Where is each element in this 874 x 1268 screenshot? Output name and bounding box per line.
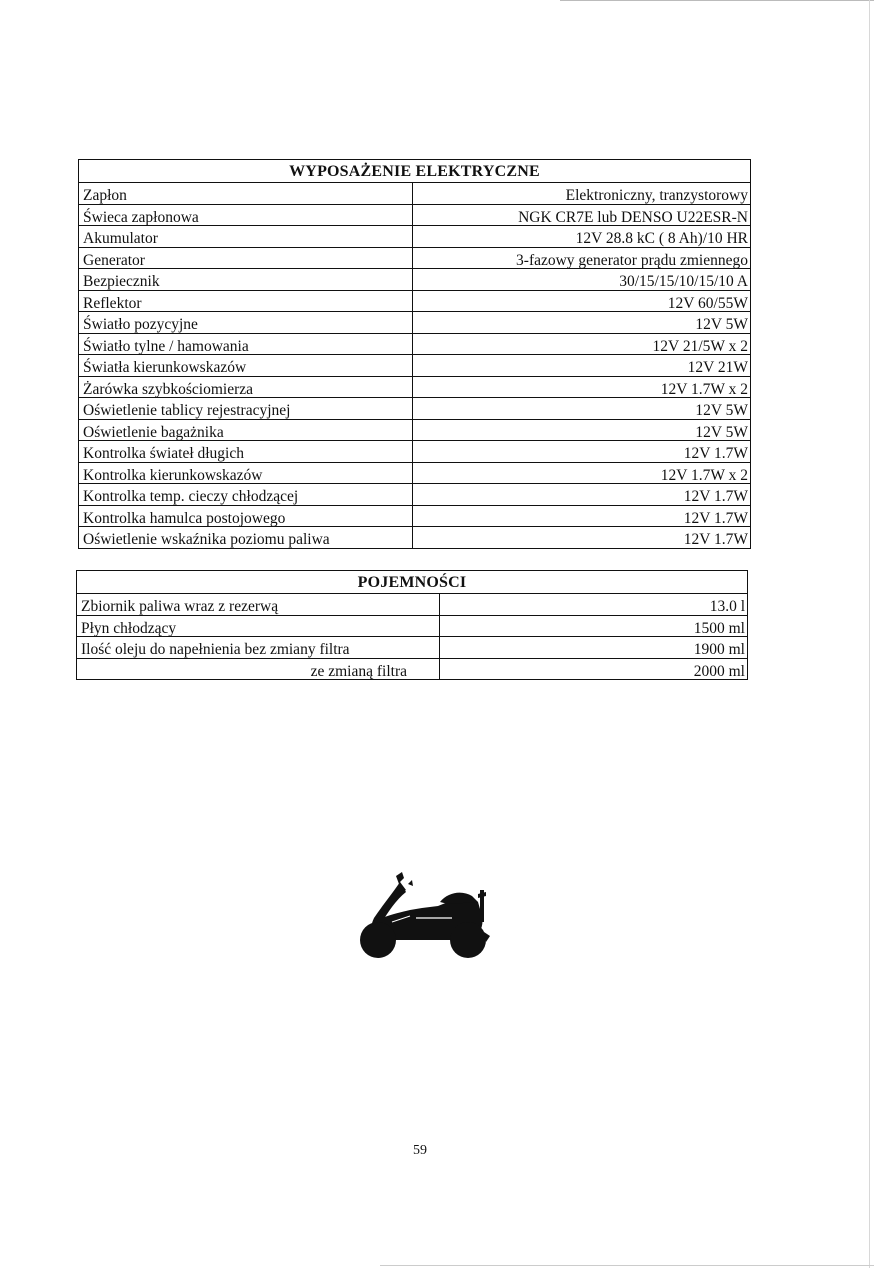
spec-value: 3-fazowy generator prądu zmiennego	[413, 247, 751, 269]
table-row	[79, 505, 751, 527]
spec-label: Światła kierunkowskazów	[79, 355, 413, 377]
spec-label: Kontrolka kierunkowskazów	[79, 462, 413, 484]
scan-edge-bottom	[380, 1265, 874, 1266]
spec-value: 12V 1.7W x 2	[413, 376, 751, 398]
spec-label: Zapłon	[79, 183, 413, 205]
capacity-label: ze zmianą filtra	[77, 658, 440, 680]
page-number: 59	[413, 1143, 427, 1158]
table-row	[77, 637, 748, 659]
table-row	[79, 204, 751, 226]
spec-label: Kontrolka temp. cieczy chłodzącej	[79, 484, 413, 506]
spec-value: 12V 60/55W	[413, 290, 751, 312]
table-row	[79, 269, 751, 291]
table-row	[79, 398, 751, 420]
spec-label: Oświetlenie tablicy rejestracyjnej	[79, 398, 413, 420]
spec-label: Reflektor	[79, 290, 413, 312]
capacity-value: 13.0 l	[440, 594, 748, 616]
capacities-table	[76, 570, 748, 680]
electrical-equipment-title: WYPOSAŻENIE ELEKTRYCZNE	[79, 160, 751, 183]
capacity-value: 2000 ml	[440, 658, 748, 680]
capacity-label: Zbiornik paliwa wraz z rezerwą	[77, 594, 440, 616]
spec-label: Kontrolka świateł długich	[79, 441, 413, 463]
spec-value: 12V 21/5W x 2	[413, 333, 751, 355]
capacity-label: Płyn chłodzący	[77, 615, 440, 637]
table-row	[79, 484, 751, 506]
electrical-equipment-table	[78, 159, 751, 549]
table-row	[77, 658, 748, 680]
spec-label: Światło tylne / hamowania	[79, 333, 413, 355]
spec-label: Oświetlenie bagażnika	[79, 419, 413, 441]
spec-value: 12V 28.8 kC ( 8 Ah)/10 HR	[413, 226, 751, 248]
table-row	[79, 527, 751, 549]
table-row	[77, 594, 748, 616]
table-row	[79, 247, 751, 269]
scan-edge-top	[560, 0, 874, 1]
table-row	[79, 376, 751, 398]
spec-label: Akumulator	[79, 226, 413, 248]
spec-label: Generator	[79, 247, 413, 269]
table-row	[79, 183, 751, 205]
table-row	[79, 226, 751, 248]
scan-edge-right	[869, 0, 870, 1268]
capacity-value: 1900 ml	[440, 637, 748, 659]
spec-value: 12V 5W	[413, 398, 751, 420]
spec-label: Światło pozycyjne	[79, 312, 413, 334]
spec-value: 12V 1.7W	[413, 484, 751, 506]
table-row	[79, 441, 751, 463]
spec-label: Bezpiecznik	[79, 269, 413, 291]
table-row	[79, 419, 751, 441]
table-row	[79, 462, 751, 484]
spec-value: 12V 5W	[413, 419, 751, 441]
spec-label: Żarówka szybkościomierza	[79, 376, 413, 398]
spec-value: 12V 1.7W	[413, 527, 751, 549]
table-row	[79, 333, 751, 355]
capacity-value: 1500 ml	[440, 615, 748, 637]
spec-value: 12V 1.7W	[413, 441, 751, 463]
spec-label: Oświetlenie wskaźnika poziomu paliwa	[79, 527, 413, 549]
spec-label: Kontrolka hamulca postojowego	[79, 505, 413, 527]
spec-value: 30/15/15/10/15/10 A	[413, 269, 751, 291]
spec-value: 12V 1.7W	[413, 505, 751, 527]
table-row	[79, 355, 751, 377]
spec-label: Świeca zapłonowa	[79, 204, 413, 226]
capacity-label: Ilość oleju do napełnienia bez zmiany filtra	[77, 637, 440, 659]
spec-value: NGK CR7E lub DENSO U22ESR-N	[413, 204, 751, 226]
scooter-icon	[352, 872, 492, 960]
capacities-title: POJEMNOŚCI	[77, 571, 748, 594]
table-row	[79, 312, 751, 334]
spec-value: Elektroniczny, tranzystorowy	[413, 183, 751, 205]
spec-value: 12V 21W	[413, 355, 751, 377]
spec-value: 12V 5W	[413, 312, 751, 334]
table-row	[77, 615, 748, 637]
spec-value: 12V 1.7W x 2	[413, 462, 751, 484]
table-row	[79, 290, 751, 312]
